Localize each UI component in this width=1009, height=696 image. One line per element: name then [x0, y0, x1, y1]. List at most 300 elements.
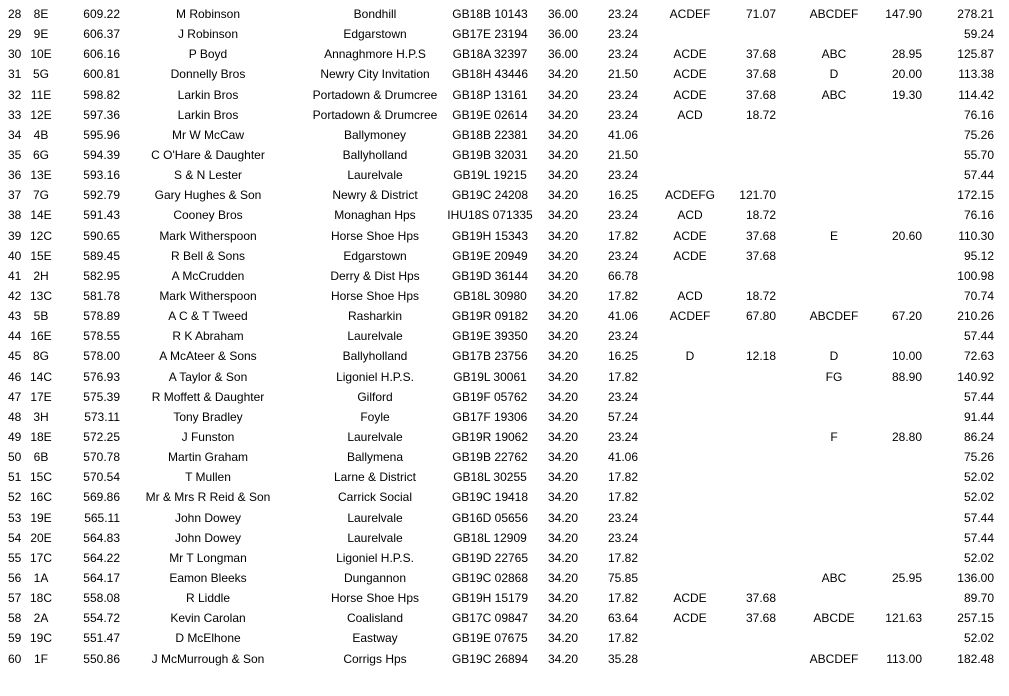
velocity-cell: 575.39: [83, 389, 120, 404]
prize-cell: 34.20: [547, 147, 578, 162]
pools-amount-cell: 37.68: [745, 611, 776, 626]
nominations-amount-cell: 10.00: [891, 349, 922, 364]
ring-number-cell: GB19H 15179: [451, 591, 529, 606]
table-row: [0, 548, 1009, 568]
ring-number-cell: GB18A 32397: [452, 47, 528, 62]
section-code-cell: 12E: [30, 107, 52, 122]
velocity-cell: 581.78: [83, 288, 120, 303]
prize-cell: 34.20: [547, 450, 578, 465]
nominations-amount-cell: 28.80: [891, 429, 922, 444]
table-row: [0, 528, 1009, 548]
position-cell: 45: [8, 349, 22, 364]
position-cell: 43: [8, 309, 22, 324]
position-cell: 28: [8, 7, 22, 21]
club-cell: Laurelvale: [347, 168, 403, 183]
table-row: [0, 447, 1009, 467]
total-cell: 110.30: [958, 228, 994, 243]
prize-cell: 36.00: [547, 47, 578, 62]
total-cell: 113.38: [958, 67, 994, 82]
section-code-cell: 16E: [30, 329, 52, 344]
position-cell: 41: [8, 268, 22, 283]
pools-entered-cell: ACDE: [673, 228, 707, 243]
club-cell: Derry & Dist Hps: [330, 268, 420, 283]
section-prize-cell: 23.24: [607, 329, 638, 344]
total-cell: 125.87: [957, 47, 994, 62]
club-cell: Ballyholland: [342, 147, 408, 162]
ring-number-cell: GB19E 20949: [452, 248, 528, 263]
nominations-cell: ABCDEF: [809, 309, 859, 324]
ring-number-cell: GB19B 32031: [452, 147, 528, 162]
section-prize-cell: 23.24: [607, 208, 638, 223]
nominations-amount-cell: 121.63: [885, 611, 922, 626]
table-row: [0, 85, 1009, 105]
club-cell: Foyle: [360, 409, 390, 424]
section-prize-cell: 23.24: [607, 248, 638, 263]
section-prize-cell: 23.24: [607, 107, 638, 122]
velocity-cell: 558.08: [83, 591, 120, 606]
position-cell: 35: [8, 147, 22, 162]
section-prize-cell: 75.85: [607, 570, 638, 585]
pools-entered-cell: ACDE: [673, 47, 707, 62]
position-cell: 32: [8, 87, 22, 102]
nominations-amount-cell: 20.60: [891, 228, 922, 243]
velocity-cell: 564.17: [83, 570, 120, 585]
member-name-cell: Mr & Mrs R Reid & Son: [145, 490, 271, 505]
velocity-cell: 573.11: [84, 409, 120, 424]
table-row: [0, 387, 1009, 407]
section-code-cell: 18C: [30, 591, 53, 606]
total-cell: 182.48: [957, 651, 994, 666]
ring-number-cell: GB19E 39350: [452, 329, 528, 344]
table-row: [0, 246, 1009, 266]
section-code-cell: 2H: [33, 268, 49, 283]
table-row: [0, 407, 1009, 427]
section-prize-cell: 23.24: [607, 7, 638, 21]
velocity-cell: 600.81: [83, 67, 120, 82]
member-name-cell: Larkin Bros: [177, 87, 239, 102]
pools-amount-cell: 37.68: [745, 47, 776, 62]
position-cell: 44: [8, 329, 22, 344]
total-cell: 57.44: [963, 168, 994, 183]
total-cell: 172.15: [957, 188, 994, 203]
velocity-cell: 591.43: [83, 208, 120, 223]
prize-cell: 34.20: [547, 268, 578, 283]
pools-entered-cell: ACDE: [673, 611, 707, 626]
pools-amount-cell: 67.80: [745, 309, 776, 324]
table-row: [0, 226, 1009, 246]
prize-cell: 34.20: [547, 168, 578, 183]
ring-number-cell: GB18B 22381: [452, 127, 528, 142]
pools-entered-cell: ACDEFG: [664, 188, 715, 203]
section-prize-cell: 16.25: [607, 349, 638, 364]
prize-cell: 34.20: [547, 67, 578, 82]
table-row: [0, 467, 1009, 487]
table-row: [0, 125, 1009, 145]
total-cell: 136.00: [957, 570, 994, 585]
section-prize-cell: 23.24: [607, 530, 638, 545]
member-name-cell: Mr W McCaw: [172, 127, 244, 142]
club-cell: Horse Shoe Hps: [330, 228, 420, 243]
club-cell: Ligoniel H.P.S.: [336, 369, 414, 384]
velocity-cell: 597.36: [83, 107, 120, 122]
velocity-cell: 576.93: [83, 369, 120, 384]
section-code-cell: 6G: [32, 147, 49, 162]
total-cell: 59.24: [963, 27, 994, 42]
pools-amount-cell: 121.70: [739, 188, 776, 203]
total-cell: 210.26: [957, 309, 994, 324]
member-name-cell: Mark Witherspoon: [159, 288, 257, 303]
club-cell: Ballymena: [346, 450, 404, 465]
pools-amount-cell: 37.68: [745, 228, 776, 243]
section-prize-cell: 41.06: [607, 127, 638, 142]
total-cell: 89.70: [963, 591, 994, 606]
prize-cell: 34.20: [547, 228, 578, 243]
velocity-cell: 589.45: [83, 248, 120, 263]
section-prize-cell: 23.24: [607, 168, 638, 183]
nominations-cell: ABC: [821, 570, 847, 585]
table-row: [0, 628, 1009, 648]
section-code-cell: 15C: [30, 470, 53, 485]
member-name-cell: Kevin Carolan: [170, 611, 246, 626]
section-prize-cell: 21.50: [607, 67, 638, 82]
prize-cell: 34.20: [547, 349, 578, 364]
section-code-cell: 1F: [33, 651, 48, 666]
club-cell: Laurelvale: [347, 530, 403, 545]
section-code-cell: 20E: [30, 530, 52, 545]
total-cell: 55.70: [963, 147, 994, 162]
club-cell: Carrick Social: [337, 490, 412, 505]
position-cell: 48: [8, 409, 22, 424]
section-prize-cell: 63.64: [607, 611, 638, 626]
club-cell: Bondhill: [353, 7, 397, 21]
club-cell: Horse Shoe Hps: [330, 288, 420, 303]
position-cell: 54: [8, 530, 22, 545]
club-cell: Ligoniel H.P.S.: [336, 550, 414, 565]
pools-entered-cell: ACDEF: [669, 309, 711, 324]
prize-cell: 34.20: [547, 429, 578, 444]
ring-number-cell: GB19C 02868: [451, 570, 529, 585]
velocity-cell: 564.83: [83, 530, 120, 545]
prize-cell: 34.20: [547, 248, 578, 263]
position-cell: 33: [8, 107, 22, 122]
club-cell: Annaghmore H.P.S: [324, 47, 426, 62]
ring-number-cell: GB19L 30061: [453, 369, 527, 384]
velocity-cell: 578.89: [83, 309, 120, 324]
section-code-cell: 6B: [33, 450, 49, 465]
nominations-amount-cell: 20.00: [891, 67, 922, 82]
position-cell: 55: [8, 550, 22, 565]
section-prize-cell: 23.24: [607, 87, 638, 102]
member-name-cell: Mr T Longman: [169, 550, 247, 565]
club-cell: Portadown & Drumcree: [312, 87, 438, 102]
nominations-cell: FG: [825, 369, 843, 384]
velocity-cell: 570.78: [83, 450, 120, 465]
section-prize-cell: 16.25: [607, 188, 638, 203]
section-prize-cell: 17.82: [607, 288, 638, 303]
total-cell: 72.63: [963, 349, 994, 364]
total-cell: 75.26: [963, 450, 994, 465]
member-name-cell: J Funston: [181, 429, 235, 444]
pools-entered-cell: ACDEF: [669, 7, 711, 21]
table-row: [0, 487, 1009, 507]
position-cell: 31: [8, 67, 22, 82]
nominations-amount-cell: 113.00: [886, 651, 922, 666]
pools-amount-cell: 37.68: [745, 67, 776, 82]
total-cell: 52.02: [963, 490, 994, 505]
table-row: [0, 588, 1009, 608]
nominations-cell: E: [829, 228, 838, 243]
club-cell: Dungannon: [343, 570, 407, 585]
section-code-cell: 13C: [30, 288, 53, 303]
velocity-cell: 578.55: [83, 329, 120, 344]
total-cell: 52.02: [963, 550, 994, 565]
total-cell: 91.44: [963, 409, 994, 424]
prize-cell: 34.20: [547, 591, 578, 606]
nominations-amount-cell: 19.30: [891, 87, 922, 102]
table-row: [0, 44, 1009, 64]
section-code-cell: 15E: [30, 248, 52, 263]
position-cell: 46: [8, 369, 22, 384]
velocity-cell: 590.65: [83, 228, 120, 243]
prize-cell: 34.20: [547, 490, 578, 505]
member-name-cell: A C & T Tweed: [168, 309, 248, 324]
member-name-cell: R Bell & Sons: [170, 248, 246, 263]
prize-cell: 34.20: [547, 510, 578, 525]
velocity-cell: 592.79: [83, 188, 120, 203]
section-prize-cell: 23.24: [607, 389, 638, 404]
ring-number-cell: GB19R 09182: [451, 309, 529, 324]
prize-cell: 34.20: [547, 329, 578, 344]
velocity-cell: 569.86: [83, 490, 120, 505]
member-name-cell: T Mullen: [185, 470, 231, 485]
member-name-cell: Cooney Bros: [173, 208, 243, 223]
results-table: [0, 4, 1009, 669]
section-code-cell: 10E: [30, 47, 52, 62]
nominations-cell: ABCDE: [813, 611, 855, 626]
nominations-cell: ABCDEF: [809, 7, 859, 21]
pools-amount-cell: 37.68: [745, 248, 776, 263]
position-cell: 42: [8, 288, 22, 303]
club-cell: Gilford: [357, 389, 393, 404]
section-code-cell: 19E: [30, 510, 52, 525]
pools-amount-cell: 18.72: [745, 107, 776, 122]
nominations-amount-cell: 67.20: [891, 309, 922, 324]
section-code-cell: 5G: [32, 67, 49, 82]
club-cell: Rasharkin: [347, 309, 403, 324]
table-row: [0, 568, 1009, 588]
position-cell: 37: [8, 188, 22, 203]
section-prize-cell: 23.24: [607, 47, 638, 62]
section-code-cell: 17C: [30, 550, 53, 565]
section-code-cell: 3H: [33, 409, 49, 424]
section-prize-cell: 17.82: [607, 369, 638, 384]
ring-number-cell: GB18L 30980: [453, 288, 527, 303]
member-name-cell: A Taylor & Son: [168, 369, 248, 384]
ring-number-cell: GB18B 10143: [452, 7, 528, 21]
total-cell: 114.42: [958, 87, 994, 102]
member-name-cell: Eamon Bleeks: [169, 570, 247, 585]
club-cell: Coalisland: [346, 611, 404, 626]
prize-cell: 34.20: [547, 107, 578, 122]
position-cell: 56: [8, 570, 22, 585]
section-prize-cell: 17.82: [607, 631, 638, 646]
section-code-cell: 9E: [33, 27, 49, 42]
table-row: [0, 145, 1009, 165]
velocity-cell: 609.22: [83, 7, 120, 21]
position-cell: 51: [8, 470, 22, 485]
position-cell: 53: [8, 510, 22, 525]
position-cell: 59: [8, 631, 22, 646]
member-name-cell: Larkin Bros: [177, 107, 239, 122]
ring-number-cell: GB19C 24208: [451, 188, 529, 203]
pools-amount-cell: 18.72: [745, 208, 776, 223]
prize-cell: 34.20: [547, 631, 578, 646]
velocity-cell: 598.82: [83, 87, 120, 102]
velocity-cell: 564.22: [83, 550, 120, 565]
velocity-cell: 550.86: [83, 651, 120, 666]
section-prize-cell: 17.82: [607, 550, 638, 565]
table-row: [0, 306, 1009, 326]
nominations-amount-cell: 28.95: [891, 47, 922, 62]
total-cell: 57.44: [963, 389, 994, 404]
section-prize-cell: 41.06: [607, 309, 638, 324]
nominations-amount-cell: 147.90: [885, 7, 922, 21]
prize-cell: 34.20: [547, 188, 578, 203]
section-code-cell: 14C: [30, 369, 53, 384]
position-cell: 60: [8, 651, 22, 666]
position-cell: 49: [8, 429, 22, 444]
position-cell: 30: [8, 47, 22, 62]
ring-number-cell: GB19H 15343: [451, 228, 529, 243]
club-cell: Portadown & Drumcree: [312, 107, 438, 122]
nominations-cell: ABC: [821, 47, 847, 62]
member-name-cell: S & N Lester: [173, 168, 243, 183]
member-name-cell: John Dowey: [174, 510, 242, 525]
position-cell: 40: [8, 248, 22, 263]
section-prize-cell: 17.82: [607, 470, 638, 485]
club-cell: Laurelvale: [347, 329, 403, 344]
total-cell: 75.26: [963, 127, 994, 142]
table-row: [0, 326, 1009, 346]
table-row: [0, 508, 1009, 528]
table-row: [0, 105, 1009, 125]
position-cell: 52: [8, 490, 22, 505]
ring-number-cell: GB17C 09847: [451, 611, 529, 626]
prize-cell: 34.20: [547, 389, 578, 404]
section-prize-cell: 57.24: [607, 409, 638, 424]
total-cell: 57.44: [963, 329, 994, 344]
section-prize-cell: 17.82: [607, 228, 638, 243]
section-code-cell: 13E: [30, 168, 52, 183]
member-name-cell: Mark Witherspoon: [159, 228, 257, 243]
member-name-cell: John Dowey: [174, 530, 242, 545]
total-cell: 278.21: [957, 7, 994, 21]
table-row: [0, 64, 1009, 84]
section-prize-cell: 41.06: [607, 450, 638, 465]
section-code-cell: 14E: [30, 208, 52, 223]
prize-cell: 34.20: [547, 288, 578, 303]
position-cell: 36: [8, 168, 22, 183]
club-cell: Corrigs Hps: [343, 651, 407, 666]
pools-amount-cell: 12.18: [745, 349, 776, 364]
ring-number-cell: IHU18S 071335: [447, 208, 533, 223]
table-row: [0, 367, 1009, 387]
club-cell: Newry & District: [332, 188, 418, 203]
section-code-cell: 4B: [33, 127, 49, 142]
ring-number-cell: GB19D 22765: [451, 550, 529, 565]
section-prize-cell: 23.24: [607, 429, 638, 444]
pools-entered-cell: ACDE: [673, 591, 707, 606]
prize-cell: 34.20: [547, 208, 578, 223]
member-name-cell: A McCrudden: [171, 268, 245, 283]
club-cell: Ballymoney: [343, 127, 407, 142]
pools-amount-cell: 18.72: [745, 288, 776, 303]
position-cell: 47: [8, 389, 22, 404]
club-cell: Ballyholland: [342, 349, 408, 364]
ring-number-cell: GB19C 26894: [451, 651, 529, 666]
section-code-cell: 16C: [30, 490, 53, 505]
section-prize-cell: 23.24: [607, 510, 638, 525]
table-row: [0, 205, 1009, 225]
position-cell: 57: [8, 591, 22, 606]
nominations-cell: F: [830, 429, 838, 444]
section-prize-cell: 23.24: [607, 27, 638, 42]
member-name-cell: Martin Graham: [167, 450, 249, 465]
ring-number-cell: GB19L 19215: [453, 168, 527, 183]
velocity-cell: 593.16: [83, 168, 120, 183]
member-name-cell: R Liddle: [185, 591, 231, 606]
prize-cell: 34.20: [547, 87, 578, 102]
pools-amount-cell: 37.68: [745, 87, 776, 102]
total-cell: 52.02: [963, 631, 994, 646]
total-cell: 100.98: [957, 268, 994, 283]
position-cell: 38: [8, 208, 22, 223]
total-cell: 86.24: [963, 429, 994, 444]
section-code-cell: 7G: [32, 188, 49, 203]
table-row: [0, 608, 1009, 628]
position-cell: 58: [8, 611, 22, 626]
prize-cell: 34.20: [547, 409, 578, 424]
section-prize-cell: 35.28: [607, 651, 638, 666]
nominations-cell: ABC: [821, 87, 847, 102]
table-row: [0, 427, 1009, 447]
pools-entered-cell: ACDE: [673, 87, 707, 102]
member-name-cell: D McElhone: [175, 631, 241, 646]
club-cell: Monaghan Hps: [334, 208, 416, 223]
club-cell: Laurelvale: [347, 429, 403, 444]
nominations-amount-cell: 25.95: [891, 570, 922, 585]
ring-number-cell: GB19R 19062: [451, 429, 529, 444]
table-row: [0, 346, 1009, 366]
nominations-cell: D: [829, 67, 839, 82]
table-row: [0, 649, 1009, 669]
ring-number-cell: GB18L 12909: [453, 530, 527, 545]
member-name-cell: Donnelly Bros: [170, 67, 246, 82]
table-row: [0, 4, 1009, 24]
club-cell: Edgarstown: [343, 27, 407, 42]
pools-entered-cell: D: [685, 349, 695, 364]
total-cell: 57.44: [963, 510, 994, 525]
ring-number-cell: GB17F 19306: [452, 409, 528, 424]
velocity-cell: 606.16: [83, 47, 120, 62]
member-name-cell: P Boyd: [188, 47, 228, 62]
prize-cell: 36.00: [547, 7, 578, 21]
club-cell: Laurelvale: [347, 510, 403, 525]
velocity-cell: 594.39: [83, 147, 120, 162]
position-cell: 39: [8, 228, 22, 243]
position-cell: 50: [8, 450, 22, 465]
total-cell: 76.16: [963, 208, 994, 223]
